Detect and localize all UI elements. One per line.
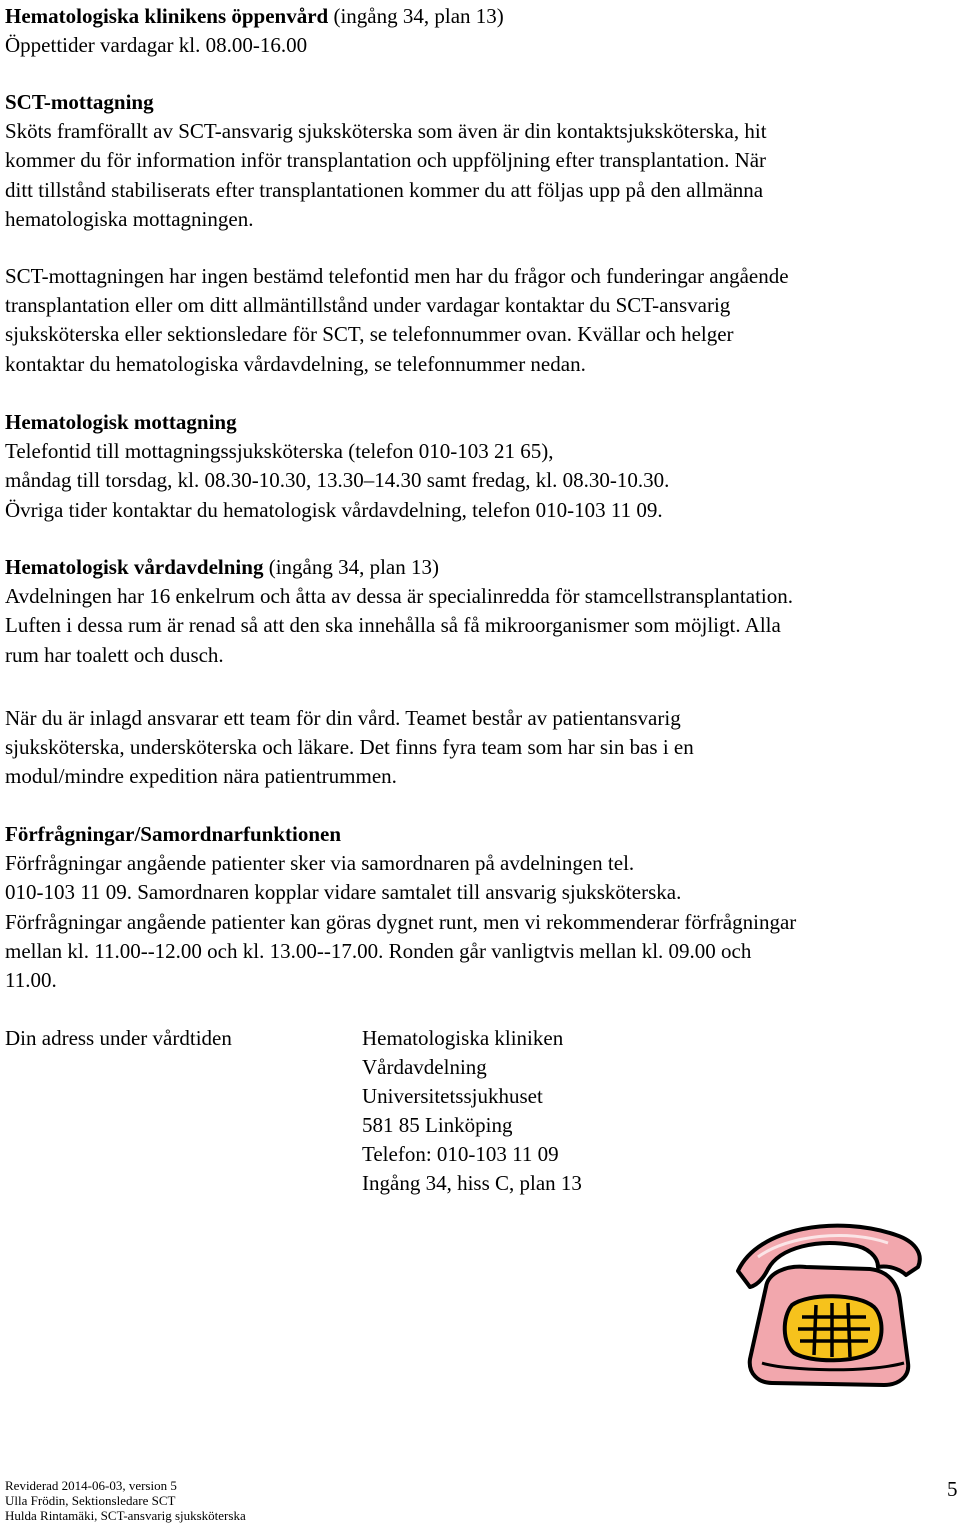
hm-line: Övriga tider kontaktar du hematologisk vårdavdelning, telefon 010-103 11 09.	[5, 497, 663, 522]
ward-p2-line: sjuksköterska, undersköterska och läkare. Det finns fyra team som har sin bas i en	[5, 735, 694, 760]
footer	[5, 1478, 246, 1523]
sct-p1-line: kommer du för information inför transplantation och uppföljning efter transplantation. När	[5, 148, 767, 173]
team-section	[5, 704, 694, 792]
inq-line: 010-103 11 09. Samordnaren kopplar vidare samtalet till ansvarig sjuksköterska.	[5, 880, 682, 905]
sct-phone-section	[5, 262, 789, 379]
page-number: 5	[947, 1477, 958, 1501]
sct-section	[5, 88, 767, 234]
footer-author: Hulda Rintamäki, SCT-ansvarig sjuksköterska	[5, 1508, 246, 1523]
hm-line: måndag till torsdag, kl. 08.30-10.30, 13.30–14.30 samt fredag, kl. 08.30-10.30.	[5, 468, 670, 493]
opd-heading	[5, 2, 504, 31]
ward-title: Hematologisk vårdavdelning	[5, 555, 264, 579]
ward-p2-line: modul/mindre expedition nära patientrummen.	[5, 764, 397, 789]
sct-p2-line: SCT-mottagningen har ingen bestämd telefontid men har du frågor och funderingar angående	[5, 264, 789, 288]
ward-p1-line: Avdelningen har 16 enkelrum och åtta av dessa är specialinredda för stamcellstransplantation.	[5, 584, 793, 609]
sct-title: SCT-mottagning	[5, 90, 154, 114]
hm-title: Hematologisk mottagning	[5, 410, 237, 434]
address-line: Vårdavdelning	[362, 1055, 487, 1079]
ward-section	[5, 553, 793, 670]
opd-location: (ingång 34, plan 13)	[328, 4, 504, 28]
address-line: Ingång 34, hiss C, plan 13	[362, 1171, 582, 1195]
inq-title: Förfrågningar/Samordnarfunktionen	[5, 822, 342, 846]
telephone-icon	[728, 1213, 928, 1388]
inq-line: Förfrågningar angående patienter kan göras dygnet runt, men vi rekommenderar förfrågningar	[5, 909, 797, 934]
address-line: Telefon: 010-103 11 09	[362, 1142, 559, 1166]
ward-location: (ingång 34, plan 13)	[263, 555, 439, 579]
sct-p1-line: hematologiska mottagningen.	[5, 206, 254, 231]
inq-line: 11.00.	[5, 968, 57, 993]
inq-line: Förfrågningar angående patienter sker via samordnaren på avdelningen tel.	[5, 851, 635, 876]
opd-section	[5, 2, 504, 60]
hm-section	[5, 408, 669, 525]
address-line: 581 85 Linköping	[362, 1113, 513, 1137]
opd-hours: Öppettider vardagar kl. 08.00-16.00	[5, 33, 308, 58]
ward-heading	[5, 553, 793, 582]
address-label: Din adress under vårdtiden	[5, 1026, 232, 1050]
sct-p2-line: sjuksköterska eller sektionsledare för SCT, se telefonnummer ovan. Kvällar och helger	[5, 322, 734, 347]
sct-p2-line: kontaktar du hematologiska vårdavdelning, se telefonnummer nedan.	[5, 351, 586, 376]
inquiries-section	[5, 820, 796, 995]
address-block	[362, 1024, 582, 1198]
sct-p2-line: transplantation eller om ditt allmäntillstånd under vardagar kontaktar du SCT-ansvarig	[5, 293, 731, 318]
footer-revision: Reviderad 2014-06-03, version 5	[5, 1478, 177, 1493]
sct-p1-line: ditt tillstånd stabiliserats efter transplantationen kommer du att följas upp på den allmänna	[5, 177, 764, 202]
footer-author: Ulla Frödin, Sektionsledare SCT	[5, 1493, 176, 1508]
sct-p1-line: Sköts framförallt av SCT-ansvarig sjuksköterska som även är din kontaktsjuksköterska, hit	[5, 119, 767, 144]
ward-p1-line: rum har toalett och dusch.	[5, 642, 224, 667]
hm-line: Telefontid till mottagningssjuksköterska (telefon 010-103 21 65),	[5, 439, 554, 464]
inq-line: mellan kl. 11.00--12.00 och kl. 13.00--17.00. Ronden går vanligtvis mellan kl. 09.00 och	[5, 938, 752, 963]
ward-p1-line: Luften i dessa rum är renad så att den ska innehålla så få mikroorganismer som möjligt. Alla	[5, 613, 781, 638]
address-line: Hematologiska kliniken	[362, 1026, 564, 1050]
address-line: Universitetssjukhuset	[362, 1084, 543, 1108]
ward-p2-line: När du är inlagd ansvarar ett team för din vård. Teamet består av patientansvarig	[5, 706, 681, 730]
opd-title: Hematologiska klinikens öppenvård	[5, 4, 329, 28]
